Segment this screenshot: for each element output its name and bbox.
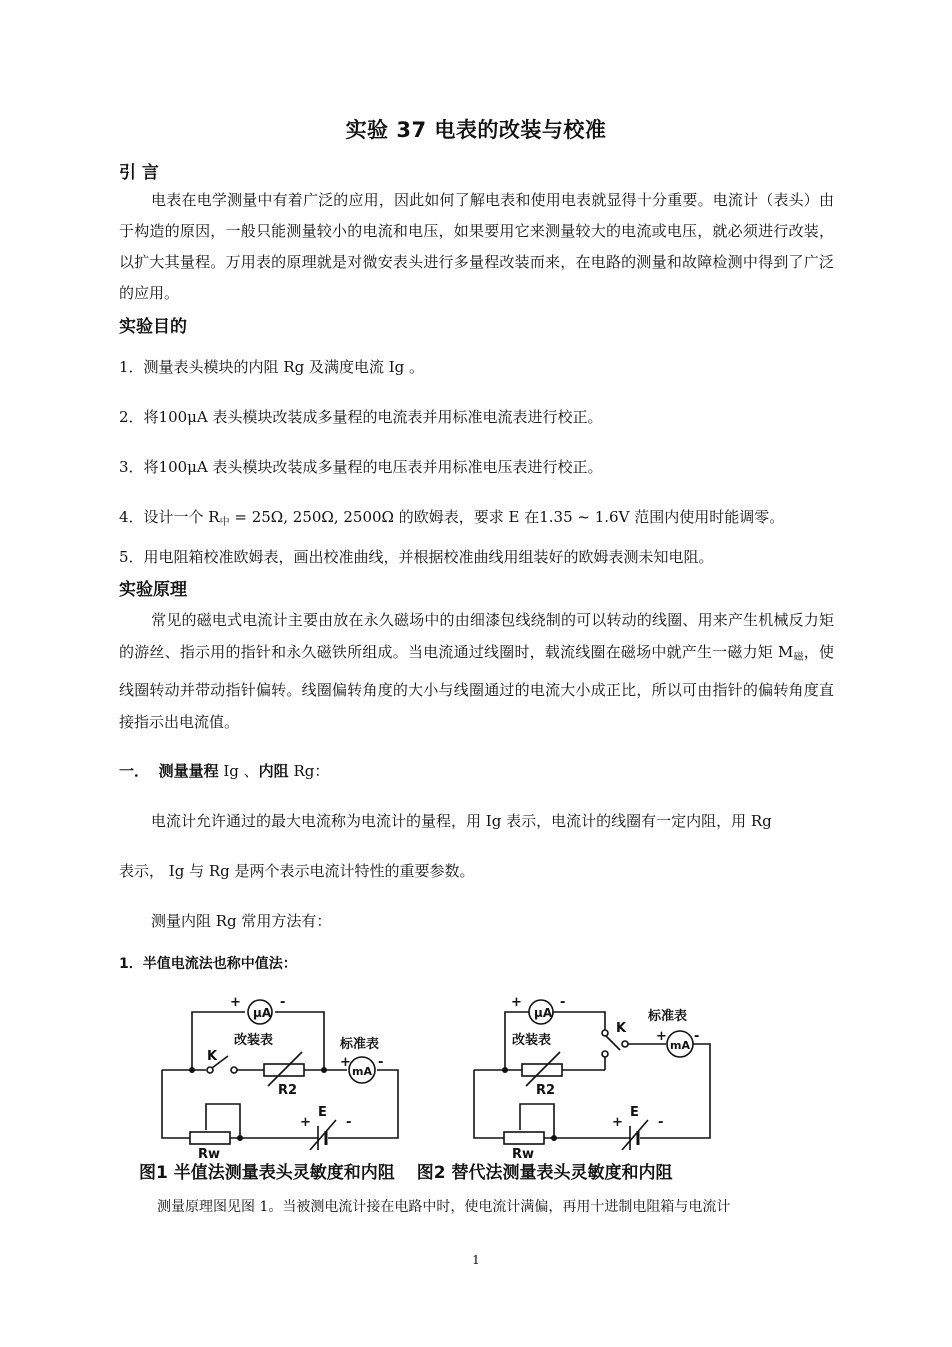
closing-line: 测量原理图见图 1。当被测电流计接在电路中时，使电流计满偏，再用十进制电阻箱与电流计 [157, 1199, 731, 1215]
figure-captions [139, 1158, 819, 1183]
circuit-diagrams [150, 990, 730, 1160]
fig2-rw-label: Rw [512, 1147, 535, 1160]
fig1-modified-label: 改装表 [234, 1033, 274, 1048]
fig2-switch-node [602, 1051, 608, 1057]
fig1-rheostat-slider [206, 1104, 240, 1138]
purpose-heading: 实验目的 [119, 317, 187, 337]
figure-1-labels [198, 995, 383, 1160]
fig1-batt-minus: - [346, 1115, 352, 1130]
fig2-junction [551, 1135, 557, 1141]
fig1-r2-label: R2 [278, 1083, 298, 1098]
fig2-wire [553, 1012, 605, 1030]
intro-heading: 引 言 [119, 163, 159, 183]
fig1-rheostat-rw [190, 1132, 230, 1144]
fig2-rheostat-slider [520, 1104, 554, 1138]
fig1-ma-minus: - [378, 1055, 384, 1070]
fig2-ua-label: μA [534, 1006, 553, 1020]
figure-2-caption: 图2 替代法测量表头灵敏度和内阻 [416, 1163, 673, 1183]
fig2-k-label: K [616, 1021, 627, 1036]
fig2-junction [502, 1067, 508, 1073]
fig2-batt-minus: - [658, 1115, 664, 1130]
fig2-modified-label: 改装表 [512, 1033, 552, 1048]
fig2-r2-label: R2 [536, 1083, 556, 1098]
document-title: 实验 37 电表的改装与校准 [345, 118, 607, 142]
fig1-minus-label: - [280, 995, 286, 1010]
fig2-switch-node [622, 1041, 628, 1047]
fig1-batt-plus: + [300, 1115, 311, 1130]
fig2-switch-node [602, 1030, 608, 1036]
principle-paragraph: 常见的磁电式电流计主要由放在永久磁场中的由细漆包线绕制的可以转动的线圈、用来产生机械反力矩的游丝、指示用的指针和永久磁铁所组成。当电流通过线圈时，载流线圈在磁场中就产生一磁力矩 $M_磁$，使线圈转动并带动指针偏转。线圈偏转角度的大小与线圈通过的电流大小成正比，所以可由指针的偏转角度直接指示出电流值。 [119, 611, 834, 731]
fig1-ua-label: μA [253, 1006, 272, 1020]
methods-intro: 测量内阻 Rg 常用方法有： [151, 912, 332, 930]
fig1-e-label: E [318, 1105, 327, 1120]
purpose-item-4: 4．设计一个 $R_中 = 25\Omega$, 250Ω, 2500Ω 的欧姆表，要求 E 在1.35 ~ 1.6V 范围内使用时能调零。 [119, 508, 785, 528]
method-1-heading: 1．半值电流法也称中值法： [119, 956, 297, 972]
fig2-rheostat-rw [504, 1132, 544, 1144]
fig2-plus-label: + [511, 995, 522, 1010]
intro-paragraph [119, 185, 834, 309]
fig2-ma-label: mA [670, 1039, 690, 1052]
page-number: 1 [472, 1253, 480, 1267]
fig2-minus-label: - [560, 995, 566, 1010]
fig1-k-label: K [207, 1049, 218, 1064]
section-1-heading: 一． 测量量程 Ig 、内阻 Rg： [119, 762, 330, 780]
purpose-item-5: 5．用电阻箱校准欧姆表，画出校准曲线，并根据校准曲线用组装好的欧姆表测未知电阻。 [119, 548, 714, 566]
fig2-standard-label: 标准表 [648, 1009, 688, 1024]
fig1-variable-arrow [268, 1052, 302, 1086]
intro-text: 电表在电学测量中有着广泛的应用，因此如何了解电表和使用电表就显得十分重要。电流计（表头）由于构造的原因，一般只能测量较小的电流和电压，如果要用它来测量较大的电流或电压，就必须进行改装，以扩大其量程。万用表的原理就是对微安表头进行多量程改装而来，在电路的测量和故障检测中得到了广泛的应用。 [119, 191, 834, 302]
figure-1-caption: 图1 半值法测量表头灵敏度和内阻 [139, 1163, 395, 1183]
fig1-standard-label: 标准表 [340, 1037, 380, 1052]
fig2-switch-blade [606, 1036, 620, 1050]
purpose-item-1: 1．测量表头模块的内阻 Rg 及满度电流 Ig 。 [119, 358, 425, 376]
range-line-1: 电流计允许通过的最大电流称为电流计的量程，用 Ig 表示，电流计的线圈有一定内阻，用 Rg [151, 812, 772, 830]
fig2-e-label: E [630, 1105, 639, 1120]
fig1-battery-arrow [310, 1120, 336, 1150]
fig2-batt-plus: + [612, 1115, 623, 1130]
fig1-ma-label: mA [352, 1065, 372, 1078]
fig1-wire [162, 1070, 190, 1138]
principle-heading: 实验原理 [119, 580, 187, 600]
fig1-junction [189, 1067, 195, 1073]
fig1-junction [237, 1135, 243, 1141]
fig2-variable-arrow [526, 1052, 560, 1086]
fig1-junction [321, 1067, 327, 1073]
fig1-rw-label: Rw [198, 1147, 221, 1160]
fig2-wire [640, 1044, 710, 1138]
purpose-item-2: 2．将100μA 表头模块改装成多量程的电流表并用标准电流表进行校正。 [119, 408, 603, 426]
range-line-2: 表示， Ig 与 Rg 是两个表示电流计特性的重要参数。 [119, 862, 475, 880]
fig2-ma-plus: + [656, 1029, 667, 1044]
fig1-switch-node [231, 1067, 237, 1073]
fig1-wire [275, 1012, 324, 1070]
purpose-item-3: 3．将100μA 表头模块改装成多量程的电压表并用标准电压表进行校正。 [119, 458, 603, 476]
fig2-battery-arrow [622, 1120, 648, 1150]
fig1-ma-plus: + [340, 1055, 351, 1070]
fig1-wire [328, 1070, 398, 1138]
fig1-plus-label: + [230, 995, 241, 1010]
fig2-ma-minus: - [694, 1029, 700, 1044]
fig2-wire [474, 1070, 504, 1138]
